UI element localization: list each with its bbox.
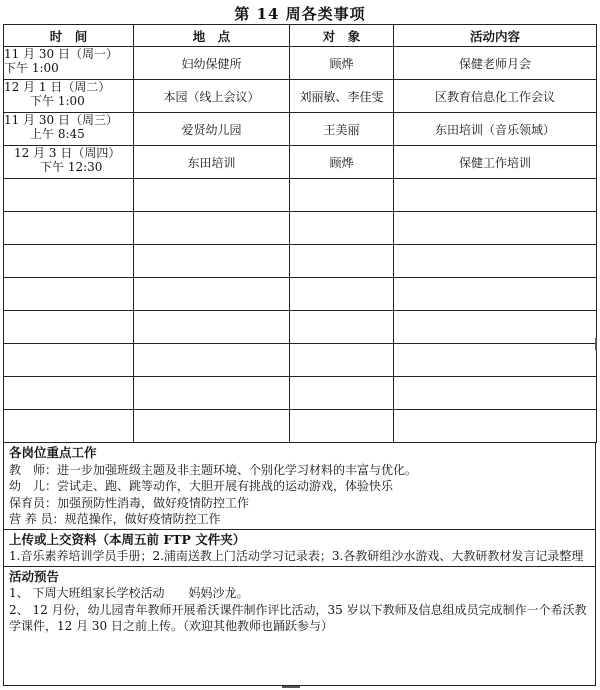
empty-row <box>4 377 597 410</box>
event-content: 保健老师月会 <box>394 47 597 80</box>
event-clock: 下午 1:00 <box>4 61 59 75</box>
schedule-table <box>3 24 597 443</box>
preview-heading: 活动预告 <box>9 568 60 584</box>
preview-item: 2、 12 月份，幼儿园青年教师开展希沃课件制作评比活动，35 岁以下教师及信息组成员完成制作一个希沃教学课件，12 月 30 日之前上传。（欢迎其他教师也踊跃参与） <box>9 602 587 633</box>
event-place: 爱贤幼儿园 <box>134 113 290 146</box>
preview-item: 1、 下周大班组家长学校活动 妈妈沙龙。 <box>9 586 249 600</box>
event-content: 东田培训（音乐领域） <box>394 113 597 146</box>
focus-line: 教 师：进一步加强班级主题及非主题环境、个别化学习材料的丰富与优化。 <box>9 462 418 477</box>
event-target: 顾烨 <box>290 146 394 179</box>
empty-row <box>4 179 597 212</box>
event-date: 11 月 30 日（周一） <box>4 47 118 61</box>
event-clock: 下午 1:00 <box>30 94 85 108</box>
empty-row <box>4 245 597 278</box>
header-place: 地 点 <box>134 25 290 47</box>
event-time <box>4 47 134 80</box>
event-clock: 下午 12:30 <box>40 160 103 174</box>
upload-text: 1.音乐素养培训学员手册；2.浦南送教上门活动学习记录表；3.各教研组沙水游戏、大教研教材发言记录整理 <box>9 549 584 563</box>
event-date: 11 月 30 日（周三） <box>4 113 118 127</box>
event-content: 区教育信息化工作会议 <box>394 80 597 113</box>
event-place: 本园（线上会议） <box>134 80 290 113</box>
header-row <box>4 25 597 47</box>
event-target: 刘丽敏、李佳雯 <box>290 80 394 113</box>
event-place: 妇幼保健所 <box>134 47 290 80</box>
event-target: 王美丽 <box>290 113 394 146</box>
event-time <box>4 113 134 146</box>
notes-box <box>3 442 596 686</box>
table-row <box>4 80 597 113</box>
event-content: 保健工作培训 <box>394 146 597 179</box>
focus-line: 营 养 员：规范操作，做好疫情防控工作 <box>9 512 221 526</box>
empty-row <box>4 311 597 344</box>
event-date: 12 月 1 日（周二） <box>4 80 111 94</box>
upload-heading: 上传或上交资料（本周五前 FTP 文件夹） <box>9 531 246 547</box>
event-date: 12 月 3 日（周四） <box>14 146 121 160</box>
focus-section <box>4 443 595 530</box>
event-time <box>4 80 134 113</box>
empty-row <box>4 212 597 245</box>
page-title: 第 14 周各类事项 <box>234 5 366 23</box>
empty-row <box>4 344 597 377</box>
header-time: 时 间 <box>4 25 134 47</box>
empty-row <box>4 410 597 443</box>
event-clock: 上午 8:45 <box>30 127 85 141</box>
header-content: 活动内容 <box>394 25 597 47</box>
page-break-mark <box>282 686 300 688</box>
event-place: 东田培训 <box>134 146 290 179</box>
header-target: 对 象 <box>290 25 394 47</box>
empty-row <box>4 278 597 311</box>
focus-line: 保育员：加强预防性消毒，做好疫情防控工作 <box>9 495 250 510</box>
margin-mark <box>595 338 597 350</box>
focus-heading: 各岗位重点工作 <box>9 445 97 460</box>
table-row <box>4 113 597 146</box>
event-time <box>4 146 134 179</box>
preview-section <box>4 567 595 636</box>
focus-line: 幼 儿：尝试走、跑、跳等动作，大胆开展有挑战的运动游戏，体验快乐 <box>9 479 394 493</box>
table-row <box>4 146 597 179</box>
table-row <box>4 47 597 80</box>
upload-section <box>4 530 595 567</box>
event-target: 顾烨 <box>290 47 394 80</box>
